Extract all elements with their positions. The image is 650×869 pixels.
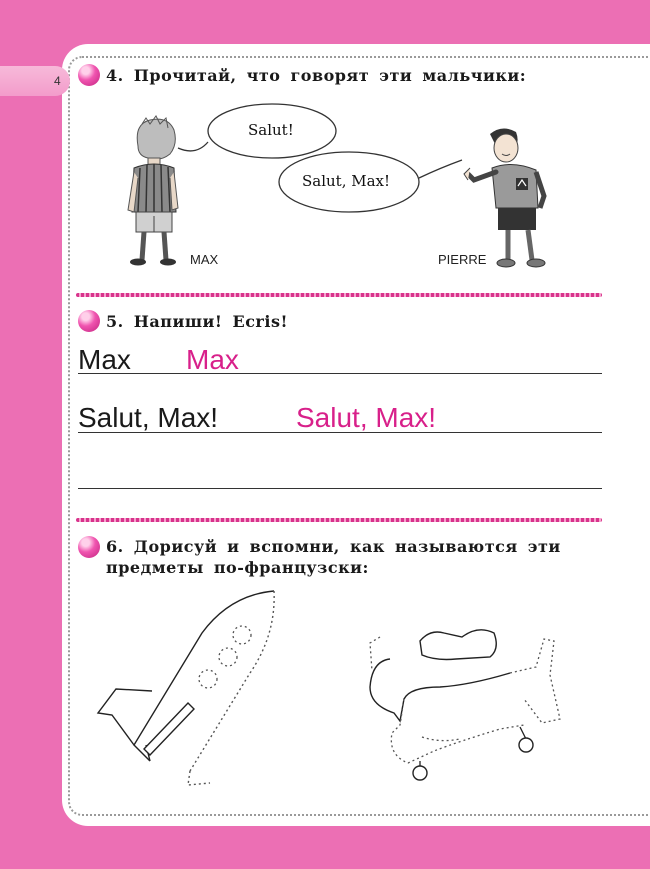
writing-copy-salut-max: Salut, Max! — [296, 402, 437, 433]
boy-pierre-name: PIERRE — [438, 252, 487, 267]
boy-max-icon — [120, 116, 190, 268]
section-divider — [76, 293, 602, 297]
page-number: 4 — [54, 74, 61, 88]
writing-line — [78, 373, 602, 374]
section-divider — [76, 518, 602, 522]
exercise5-heading: 5. Напиши! Ecris! — [106, 312, 288, 331]
bubble-text-salut-max: Salut, Max! — [302, 172, 391, 190]
writing-line — [78, 432, 602, 433]
exercise6-heading-line1: 6. Дорисуй и вспомни, как называются эти — [106, 537, 561, 556]
writing-model-salut-max: Salut, Max! — [78, 402, 219, 433]
writing-copy-max: Max — [186, 344, 239, 375]
bubble-text-salut: Salut! — [248, 121, 294, 139]
boy-pierre-icon — [462, 124, 558, 270]
exercise-bullet-icon — [78, 536, 100, 558]
writing-line-empty — [78, 488, 602, 489]
exercise4-heading: 4. Прочитай, что говорят эти мальчики: — [106, 66, 527, 85]
airplane-icon — [360, 615, 580, 785]
boy-max-name: MAX — [190, 252, 219, 267]
writing-model-max: Max — [78, 344, 131, 375]
exercise6-heading-line2: предметы по-французски: — [106, 558, 369, 577]
rocket-icon — [90, 585, 290, 795]
exercise-bullet-icon — [78, 310, 100, 332]
